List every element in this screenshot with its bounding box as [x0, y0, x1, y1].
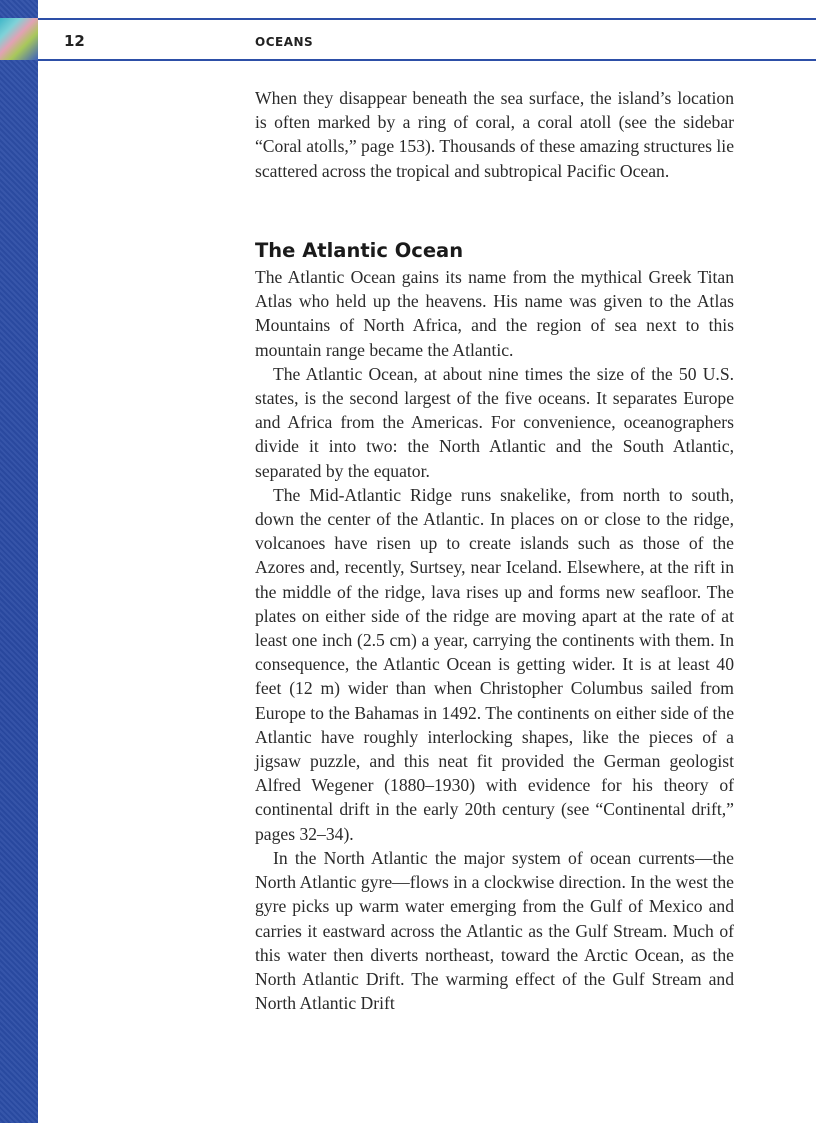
paragraph: The Mid-Atlantic Ridge runs snakelike, from north to south, down the center of the Atlantic. In places on or close to the ridge, volcanoes have risen up to create islands such as those of the Azores and, recently, Surtsey, near Iceland. Elsewhere, at the rift in the middle of the ridge, lava rises up and forms new seafloor. The plates on either side of the ridge are moving apart at the rate of at least one inch (2.5 cm) a year, carrying the continents with them. In consequence, the Atlantic Ocean is getting wider. It is at least 40 feet (12 m) wider than when Christopher Columbus sailed from Europe to the Bahamas in 1492. The continents on either side of the Atlantic have roughly interlocking shapes, like the pieces of a jigsaw puzzle, and this neat fit provided the German geologist Alfred Wegener (1880–1930) with evidence for his theory of continental drift in the early 20th century (see “Continental drift,” pages 32–34).	[255, 484, 734, 844]
header-rule-top	[38, 18, 816, 20]
running-head: OCEANS	[255, 35, 314, 49]
left-margin-band	[0, 0, 38, 1123]
header-rule-bottom	[38, 59, 816, 61]
section-heading: The Atlantic Ocean	[255, 238, 464, 262]
paragraph: The Atlantic Ocean gains its name from the mythical Greek Titan Atlas who held up the heavens. His name was given to the Atlas Mountains of North Africa, and the region of sea next to this mountain range became the Atlantic.	[255, 267, 734, 360]
page-number: 12	[64, 32, 85, 50]
paragraph: The Atlantic Ocean, at about nine times the size of the 50 U.S. states, is the second largest of the five oceans. It separates Europe and Africa from the Americas. For convenience, oceanographers divide it into two: the North Atlantic and the South Atlantic, separated by the equator.	[255, 363, 734, 481]
header-decoration	[0, 18, 38, 60]
intro-paragraph: When they disappear beneath the sea surface, the island’s location is often marked by a ring of coral, a coral atoll (see the sidebar “Coral atolls,” page 153). Thousands of these amazing structures lie scattered across the tropical and subtropical Pacific Ocean.	[255, 88, 734, 181]
main-text	[255, 86, 734, 1015]
paragraph: In the North Atlantic the major system of ocean currents—the North Atlantic gyre—flows in a clockwise direction. In the west the gyre picks up warm water emerging from the Gulf of Mexico and carries it eastward across the Atlantic as the Gulf Stream. Much of this water then diverts northeast, toward the Arctic Ocean, as the North Atlantic Drift. The warming effect of the Gulf Stream and North Atlantic Drift	[255, 847, 734, 1014]
